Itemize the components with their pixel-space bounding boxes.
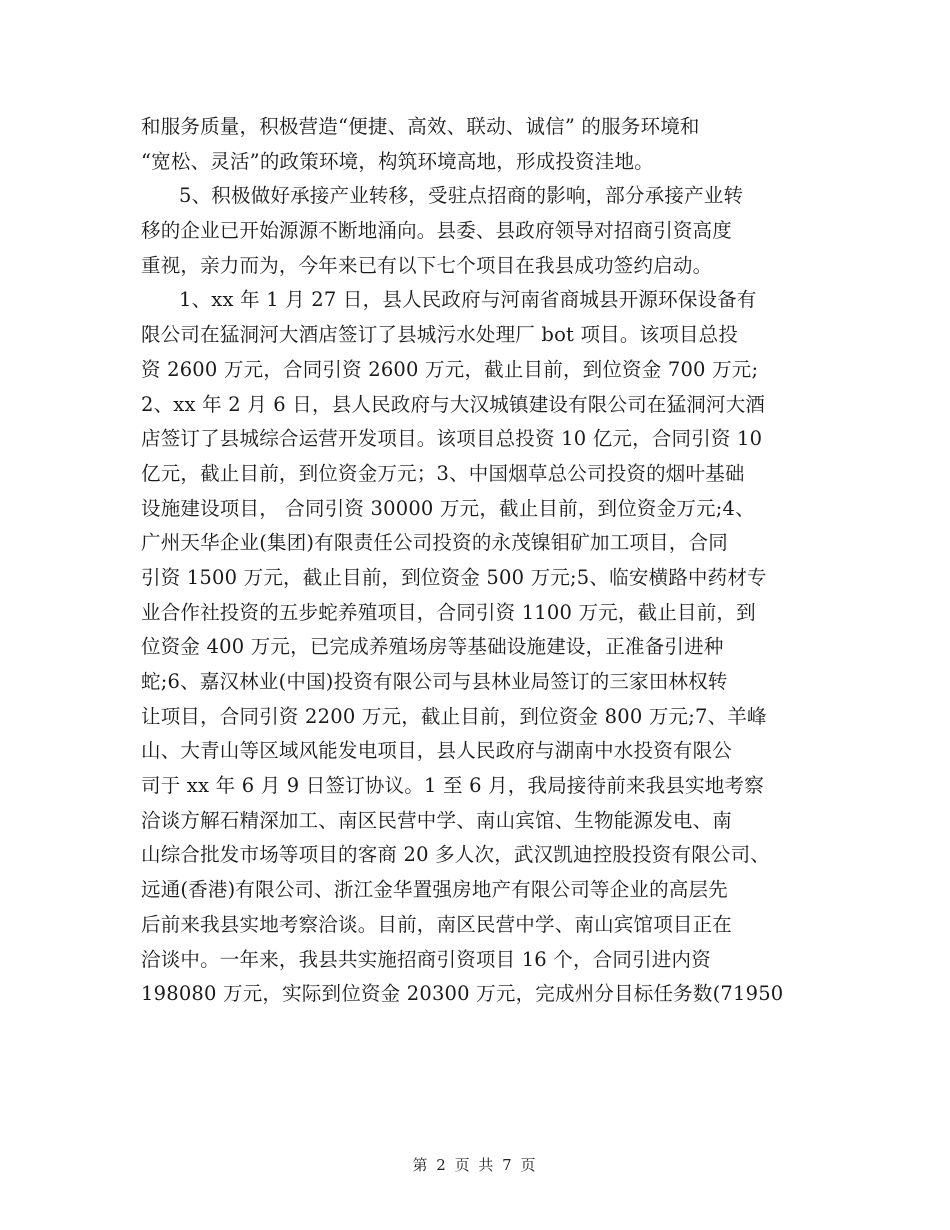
text-line: 198080 万元，实际到位资金 20300 万元，完成州分目标任务数(71950 [141, 982, 784, 1006]
text-line: 移的企业已开始源源不断地涌向。县委、县政府领导对招商引资高度 [141, 219, 733, 243]
text-line: 后前来我县实地考察洽谈。目前，南区民营中学、南山宾馆项目正在 [141, 912, 733, 936]
text-line: 山综合批发市场等项目的客商 20 多人次，武汉凯迪控股投资有限公司、 [141, 843, 771, 867]
text-line: 店签订了县城综合运营开发项目。该项目总投资 10 亿元，合同引资 10 [141, 427, 763, 451]
text-line: 业合作社投资的五步蛇养殖项目，合同引资 1100 万元，截止目前，到 [141, 600, 756, 624]
text-line: 亿元，截止目前，到位资金万元；3、中国烟草总公司投资的烟叶基础 [141, 461, 745, 485]
text-line: 1、xx 年 1 月 27 日，县人民政府与河南省商城县开源环保设备有 [179, 288, 757, 312]
text-line: 2、xx 年 2 月 6 日，县人民政府与大汉城镇建设有限公司在猛洞河大酒 [141, 392, 766, 416]
text-line: “宽松、灵活”的政策环境，构筑环境高地，形成投资洼地。 [141, 149, 654, 173]
text-line: 让项目，合同引资 2200 万元，截止目前，到位资金 800 万元;7、羊峰 [141, 704, 767, 728]
text-line: 位资金 400 万元，已完成养殖场房等基础设施建设，正准备引进种 [141, 635, 724, 659]
text-line: 资 2600 万元，合同引资 2600 万元，截止目前，到位资金 700 万元; [141, 357, 759, 381]
document-body [141, 110, 831, 1012]
text-line: 广州天华企业(集团)有限责任公司投资的永茂镍钼矿加工项目，合同 [141, 531, 728, 555]
text-line: 蛇;6、嘉汉林业(中国)投资有限公司与县林业局签订的三家田林权转 [141, 670, 728, 693]
text-line: 5、积极做好承接产业转移，受驻点招商的影响，部分承接产业转 [179, 184, 744, 208]
text-line: 司于 xx 年 6 月 9 日签订协议。1 至 6 月，我局接待前来我县实地考察 [141, 774, 764, 798]
text-line: 重视，亲力而为，今年来已有以下七个项目在我县成功签约启动。 [141, 253, 713, 277]
page-number-footer: 第 2 页 共 7 页 [412, 1156, 538, 1174]
text-line: 引资 1500 万元，截止目前，到位资金 500 万元;5、临安横路中药材专 [141, 565, 767, 589]
text-line: 远通(香港)有限公司、浙江金华置强房地产有限公司等企业的高层先 [141, 878, 728, 902]
text-line: 洽谈方解石精深加工、南区民营中学、南山宾馆、生物能源发电、南 [141, 808, 733, 832]
text-line: 洽谈中。一年来，我县共实施招商引资项目 16 个，合同引进内资 [141, 947, 711, 971]
text-line: 和服务质量，积极营造“便捷、高效、联动、诚信” 的服务环境和 [141, 115, 700, 138]
text-line: 限公司在猛洞河大酒店签订了县城污水处理厂 bot 项目。该项目总投 [141, 323, 739, 347]
text-line: 设施建设项目， 合同引资 30000 万元，截止目前，到位资金万元;4、 [141, 496, 755, 520]
text-line: 山、大青山等区域风能发电项目，县人民政府与湖南中水投资有限公 [141, 739, 733, 763]
